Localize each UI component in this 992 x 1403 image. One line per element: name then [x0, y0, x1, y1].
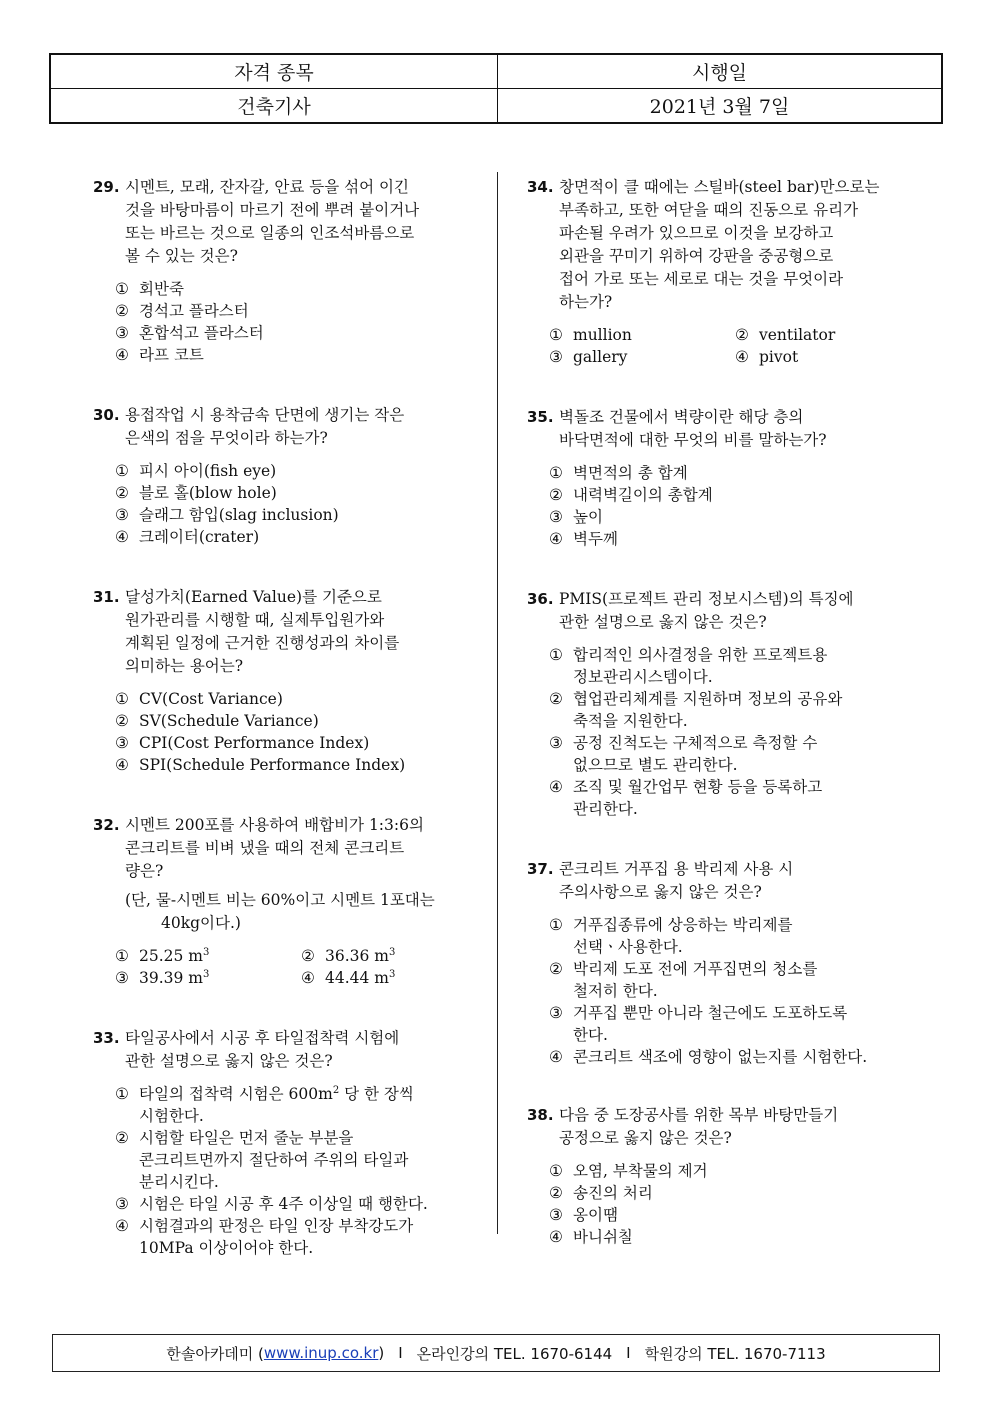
option-marker: ①: [549, 916, 563, 934]
question-text: [559, 406, 917, 452]
question-line: 량은?: [125, 862, 164, 880]
question-stem: [93, 814, 473, 883]
option-line: 시험은 타일 시공 후 4주 이상일 때 행한다.: [139, 1195, 428, 1213]
option-text: [139, 504, 473, 526]
option-line: 공정 진척도는 구체적으로 측정할 수: [573, 734, 818, 752]
option-line: 한다.: [573, 1026, 608, 1044]
option-line: 콘크리트 색조에 영향이 없는지를 시험한다.: [573, 1048, 868, 1066]
option-item: [549, 1204, 917, 1226]
option-item: [115, 1215, 473, 1259]
option-marker: ①: [549, 326, 563, 344]
option-item: [549, 914, 917, 958]
question-line: 볼 수 있는 것은?: [125, 247, 238, 265]
question-number: 31.: [93, 588, 120, 606]
option-text: [573, 776, 917, 820]
option-value: 39.39 m: [139, 969, 203, 987]
footer-url-link[interactable]: www.inup.co.kr: [263, 1344, 379, 1362]
option-marker: ①: [115, 280, 129, 298]
footer-offline-tel: 학원강의 TEL. 1670-7113: [644, 1344, 826, 1363]
question-text: [559, 588, 917, 634]
header-date-label: 시행일: [498, 54, 943, 89]
option-part: 당 한 장씩: [339, 1085, 414, 1103]
question-number: 38.: [527, 1106, 554, 1124]
option-item: [115, 1127, 473, 1193]
option-value: ventilator: [759, 326, 836, 344]
question-text: [125, 176, 473, 268]
option-line: 조직 및 월간업무 현황 등을 등록하고: [573, 778, 823, 796]
option-text: [139, 278, 473, 300]
option-marker: ①: [549, 646, 563, 664]
option-line: 블로 홀(blow hole): [139, 484, 277, 502]
option-marker: ①: [549, 464, 563, 482]
question-line: 파손될 우려가 있으므로 이것을 보강하고: [559, 224, 834, 242]
question-line: 창면적이 클 때에는 스틸바(steel bar)만으로는: [559, 178, 880, 196]
column-divider: [497, 172, 498, 1234]
option-item: [115, 967, 301, 989]
option-part: 타일의 접착력 시험은 600m: [139, 1085, 333, 1103]
option-item: [115, 754, 473, 776]
option-text: [573, 462, 917, 484]
option-exponent: 3: [203, 946, 210, 958]
question-line: 계획된 일정에 근거한 진행성과의 차이를: [125, 634, 400, 652]
question-line: 달성가치(Earned Value)를 기준으로: [125, 588, 382, 606]
option-item: [301, 967, 487, 989]
question-line: 다음 중 도장공사를 위한 목부 바탕만들기: [559, 1106, 839, 1124]
option-exponent: 2: [332, 1084, 340, 1096]
question-stem: [93, 1027, 473, 1073]
option-line: 오염, 부착물의 제거: [573, 1162, 708, 1180]
option-list: [115, 688, 473, 776]
question-line: 시멘트 200포를 사용하여 배합비가 1:3:6의: [125, 816, 424, 834]
option-grid: [549, 324, 917, 368]
option-line: 송진의 처리: [573, 1184, 653, 1202]
option-marker: ①: [115, 690, 129, 708]
note-line: (단, 물-시멘트 비는 60%이고 시멘트 1포대는: [125, 891, 435, 909]
left-column: [93, 176, 473, 1259]
option-marker: ④: [115, 346, 129, 364]
option-item: [115, 710, 473, 732]
option-line: 시험결과의 판정은 타일 인장 부착강도가: [139, 1217, 414, 1235]
option-line: 슬래그 함입(slag inclusion): [139, 506, 339, 524]
option-line: 정보관리시스템이다.: [573, 668, 713, 686]
option-exponent: 3: [389, 946, 396, 958]
option-line: CV(Cost Variance): [139, 690, 283, 708]
option-text: [139, 1127, 473, 1193]
option-list: [549, 462, 917, 550]
option-item: [549, 1226, 917, 1248]
option-text: [573, 914, 917, 958]
option-marker: ④: [115, 756, 129, 774]
question-number: 36.: [527, 590, 554, 608]
footer-separator-2: I: [626, 1344, 631, 1362]
option-line: CPI(Cost Performance Index): [139, 734, 370, 752]
option-item: [549, 1182, 917, 1204]
note-line: 40kg이다.): [161, 914, 241, 932]
option-marker: ③: [549, 508, 563, 526]
question-text: [125, 404, 473, 450]
question-30: [93, 404, 473, 548]
option-line: 옹이땜: [573, 1206, 618, 1224]
option-marker: ②: [549, 1184, 563, 1202]
option-item: [735, 346, 921, 368]
option-text: [139, 526, 473, 548]
question-37: [527, 858, 917, 1068]
option-item: [549, 506, 917, 528]
option-marker: ④: [549, 778, 563, 796]
option-value: gallery: [573, 348, 628, 366]
footer-brand: 한솔아카데미 (: [166, 1344, 264, 1363]
option-marker: ③: [115, 969, 129, 987]
question-line: PMIS(프로젝트 관리 정보시스템)의 특징에: [559, 590, 854, 608]
question-stem: [527, 176, 917, 314]
option-text: [139, 967, 209, 989]
question-stem: [527, 1104, 917, 1150]
option-line: 시험한다.: [139, 1107, 204, 1125]
option-marker: ③: [549, 348, 563, 366]
question-line: 시멘트, 모래, 잔자갈, 안료 등을 섞어 이긴: [125, 178, 409, 196]
option-item: [549, 324, 735, 346]
option-text: [573, 1046, 917, 1068]
option-text: [139, 732, 473, 754]
option-item: [115, 1193, 473, 1215]
option-text: [325, 967, 395, 989]
question-line: 바닥면적에 대한 무엇의 비를 말하는가?: [559, 431, 827, 449]
option-item: [115, 1083, 473, 1127]
option-text: [139, 945, 209, 967]
option-marker: ②: [115, 1129, 129, 1147]
question-text: [125, 1027, 473, 1073]
option-line: 내력벽길이의 총합계: [573, 486, 713, 504]
option-marker: ③: [115, 324, 129, 342]
question-stem: [527, 588, 917, 634]
option-item: [115, 300, 473, 322]
option-marker: ②: [735, 326, 749, 344]
question-line: 의미하는 용어는?: [125, 657, 244, 675]
option-line: 관리한다.: [573, 800, 638, 818]
option-line: 분리시킨다.: [139, 1173, 219, 1191]
option-text: [573, 688, 917, 732]
option-marker: ②: [115, 302, 129, 320]
option-line: 10MPa 이상이어야 한다.: [139, 1239, 314, 1257]
option-item: [549, 462, 917, 484]
option-text: [139, 322, 473, 344]
option-marker: ④: [549, 1228, 563, 1246]
option-marker: ③: [549, 734, 563, 752]
question-line: 용접작업 시 용착금속 단면에 생기는 작은: [125, 406, 405, 424]
footer-online-tel: 온라인강의 TEL. 1670-6144: [416, 1344, 613, 1363]
footer-separator: I: [398, 1344, 403, 1362]
question-stem: [93, 404, 473, 450]
option-line: 회반죽: [139, 280, 184, 298]
option-text: [573, 484, 917, 506]
option-item: [115, 688, 473, 710]
option-text: [139, 1193, 473, 1215]
option-text: [139, 460, 473, 482]
option-item: [735, 324, 921, 346]
option-marker: ②: [549, 960, 563, 978]
option-marker: ③: [115, 1195, 129, 1213]
option-line: 합리적인 의사결정을 위한 프로젝트용: [573, 646, 828, 664]
option-text: [139, 754, 473, 776]
option-list: [115, 278, 473, 366]
option-marker: ④: [301, 969, 315, 987]
option-text: [573, 506, 917, 528]
question-number: 30.: [93, 406, 120, 424]
option-marker: ①: [115, 1085, 129, 1103]
question-line: 부족하고, 또한 여닫을 때의 진동으로 유리가: [559, 201, 859, 219]
option-marker: ①: [115, 947, 129, 965]
option-list: [115, 460, 473, 548]
option-line: 높이: [573, 508, 603, 526]
header-date-value: 2021년 3월 7일: [498, 89, 943, 124]
question-line: 것을 바탕마름이 마르기 전에 뿌려 붙이거나: [125, 201, 420, 219]
option-text: [139, 1083, 473, 1127]
option-item: [549, 1046, 917, 1068]
question-text: [559, 176, 917, 314]
question-stem: [527, 858, 917, 904]
option-item: [115, 460, 473, 482]
option-text: [759, 346, 798, 368]
option-text: [573, 324, 632, 346]
question-line: 벽돌조 건물에서 벽량이란 해당 층의: [559, 408, 804, 426]
option-marker: ①: [549, 1162, 563, 1180]
header-subject-label: 자격 종목: [50, 54, 498, 89]
question-31: [93, 586, 473, 776]
question-34: [527, 176, 917, 368]
question-line: 콘크리트를 비벼 냈을 때의 전체 콘크리트: [125, 839, 405, 857]
option-text: [139, 344, 473, 366]
question-stem: [93, 176, 473, 268]
option-marker: ④: [115, 1217, 129, 1235]
option-list: [549, 914, 917, 1068]
option-text: [573, 958, 917, 1002]
option-list: [549, 1160, 917, 1248]
option-line: 거푸집종류에 상응하는 박리제를: [573, 916, 793, 934]
option-item: [115, 482, 473, 504]
option-grid: [115, 945, 473, 989]
footer-brand-close: ): [378, 1344, 385, 1362]
option-item: [549, 776, 917, 820]
option-text: [573, 1002, 917, 1046]
option-text: [759, 324, 835, 346]
option-text: [573, 1204, 917, 1226]
question-32: [93, 814, 473, 989]
option-text: [325, 945, 395, 967]
question-35: [527, 406, 917, 550]
header-table: [49, 53, 943, 124]
option-marker: ③: [115, 506, 129, 524]
question-line: 외관을 꾸미기 위하여 강판을 중공형으로: [559, 247, 834, 265]
question-number: 29.: [93, 178, 120, 196]
option-item: [549, 346, 735, 368]
option-list: [549, 644, 917, 820]
question-number: 37.: [527, 860, 554, 878]
option-text: [573, 1182, 917, 1204]
option-text: [139, 710, 473, 732]
option-text: [573, 644, 917, 688]
option-line: SV(Schedule Variance): [139, 712, 319, 730]
option-item: [549, 1160, 917, 1182]
option-value: 44.44 m: [325, 969, 389, 987]
option-line: 콘크리트면까지 절단하여 주위의 타일과: [139, 1151, 409, 1169]
option-line: SPI(Schedule Performance Index): [139, 756, 406, 774]
option-text: [139, 1215, 473, 1259]
option-value: mullion: [573, 326, 632, 344]
question-number: 32.: [93, 816, 120, 834]
question-line: 관한 설명으로 옳지 않은 것은?: [125, 1052, 333, 1070]
option-text: [139, 300, 473, 322]
option-marker: ②: [301, 947, 315, 965]
option-marker: ③: [115, 734, 129, 752]
option-line: [139, 1083, 473, 1105]
option-item: [549, 958, 917, 1002]
question-line: 하는가?: [559, 293, 613, 311]
question-line: 공정으로 옳지 않은 것은?: [559, 1129, 732, 1147]
question-text: [559, 858, 917, 904]
option-item: [115, 504, 473, 526]
question-number: 33.: [93, 1029, 120, 1047]
option-line: 선택ㆍ사용한다.: [573, 938, 683, 956]
option-line: 축적을 지원한다.: [573, 712, 688, 730]
question-line: 접어 가로 또는 세로로 대는 것을 무엇이라: [559, 270, 844, 288]
option-marker: ②: [115, 484, 129, 502]
option-item: [549, 732, 917, 776]
option-list: [115, 1083, 473, 1259]
option-item: [115, 732, 473, 754]
option-item: [301, 945, 487, 967]
option-marker: ④: [115, 528, 129, 546]
question-note: [125, 889, 473, 935]
question-text: [125, 586, 473, 678]
option-line: 바니쉬칠: [573, 1228, 633, 1246]
question-line: 원가관리를 시행할 때, 실제투입원가와: [125, 611, 385, 629]
question-line: 또는 바르는 것으로 일종의 인조석바름으로: [125, 224, 415, 242]
option-item: [549, 688, 917, 732]
option-marker: ④: [549, 1048, 563, 1066]
option-item: [115, 344, 473, 366]
option-value: 36.36 m: [325, 947, 389, 965]
option-marker: ④: [549, 530, 563, 548]
option-text: [573, 1226, 917, 1248]
option-line: 없으므로 별도 관리한다.: [573, 756, 738, 774]
option-line: 박리제 도포 전에 거푸집면의 청소를: [573, 960, 818, 978]
option-marker: ②: [549, 486, 563, 504]
option-text: [573, 528, 917, 550]
option-text: [573, 1160, 917, 1182]
option-text: [573, 732, 917, 776]
question-line: 은색의 점을 무엇이라 하는가?: [125, 429, 328, 447]
option-line: 벽면적의 총 합계: [573, 464, 688, 482]
option-line: 철저히 한다.: [573, 982, 658, 1000]
option-line: 경석고 플라스터: [139, 302, 249, 320]
question-line: 콘크리트 거푸집 용 박리제 사용 시: [559, 860, 794, 878]
option-item: [115, 945, 301, 967]
option-marker: ②: [549, 690, 563, 708]
option-value: 25.25 m: [139, 947, 203, 965]
question-38: [527, 1104, 917, 1248]
option-line: 협업관리체계를 지원하며 정보의 공유와: [573, 690, 843, 708]
question-line: 관한 설명으로 옳지 않은 것은?: [559, 613, 767, 631]
option-line: 라프 코트: [139, 346, 204, 364]
question-text: [559, 1104, 917, 1150]
option-marker: ①: [115, 462, 129, 480]
question-33: [93, 1027, 473, 1259]
option-text: [573, 346, 627, 368]
option-line: 시험할 타일은 먼저 줄눈 부분을: [139, 1129, 354, 1147]
option-line: 혼합석고 플라스터: [139, 324, 264, 342]
footer-bar: [52, 1334, 940, 1372]
question-line: 타일공사에서 시공 후 타일접착력 시험에: [125, 1029, 400, 1047]
question-29: [93, 176, 473, 366]
option-text: [139, 482, 473, 504]
question-number: 35.: [527, 408, 554, 426]
option-text: [139, 688, 473, 710]
question-36: [527, 588, 917, 820]
option-marker: ②: [115, 712, 129, 730]
option-exponent: 3: [389, 968, 396, 980]
option-item: [549, 1002, 917, 1046]
header-subject-value: 건축기사: [50, 89, 498, 124]
option-line: 벽두께: [573, 530, 618, 548]
option-item: [549, 644, 917, 688]
option-marker: ③: [549, 1004, 563, 1022]
question-number: 34.: [527, 178, 554, 196]
question-line: 주의사항으로 옳지 않은 것은?: [559, 883, 762, 901]
question-stem: [93, 586, 473, 678]
option-item: [549, 484, 917, 506]
option-line: 크레이터(crater): [139, 528, 260, 546]
option-line: 거푸집 뿐만 아니라 철근에도 도포하도록: [573, 1004, 848, 1022]
option-line: 피시 아이(fish eye): [139, 462, 277, 480]
option-item: [549, 528, 917, 550]
option-marker: ④: [735, 348, 749, 366]
option-marker: ③: [549, 1206, 563, 1224]
option-item: [115, 278, 473, 300]
option-item: [115, 526, 473, 548]
question-text: [125, 814, 473, 883]
option-exponent: 3: [203, 968, 210, 980]
option-value: pivot: [759, 348, 799, 366]
right-column: [527, 176, 917, 1248]
question-stem: [527, 406, 917, 452]
option-item: [115, 322, 473, 344]
